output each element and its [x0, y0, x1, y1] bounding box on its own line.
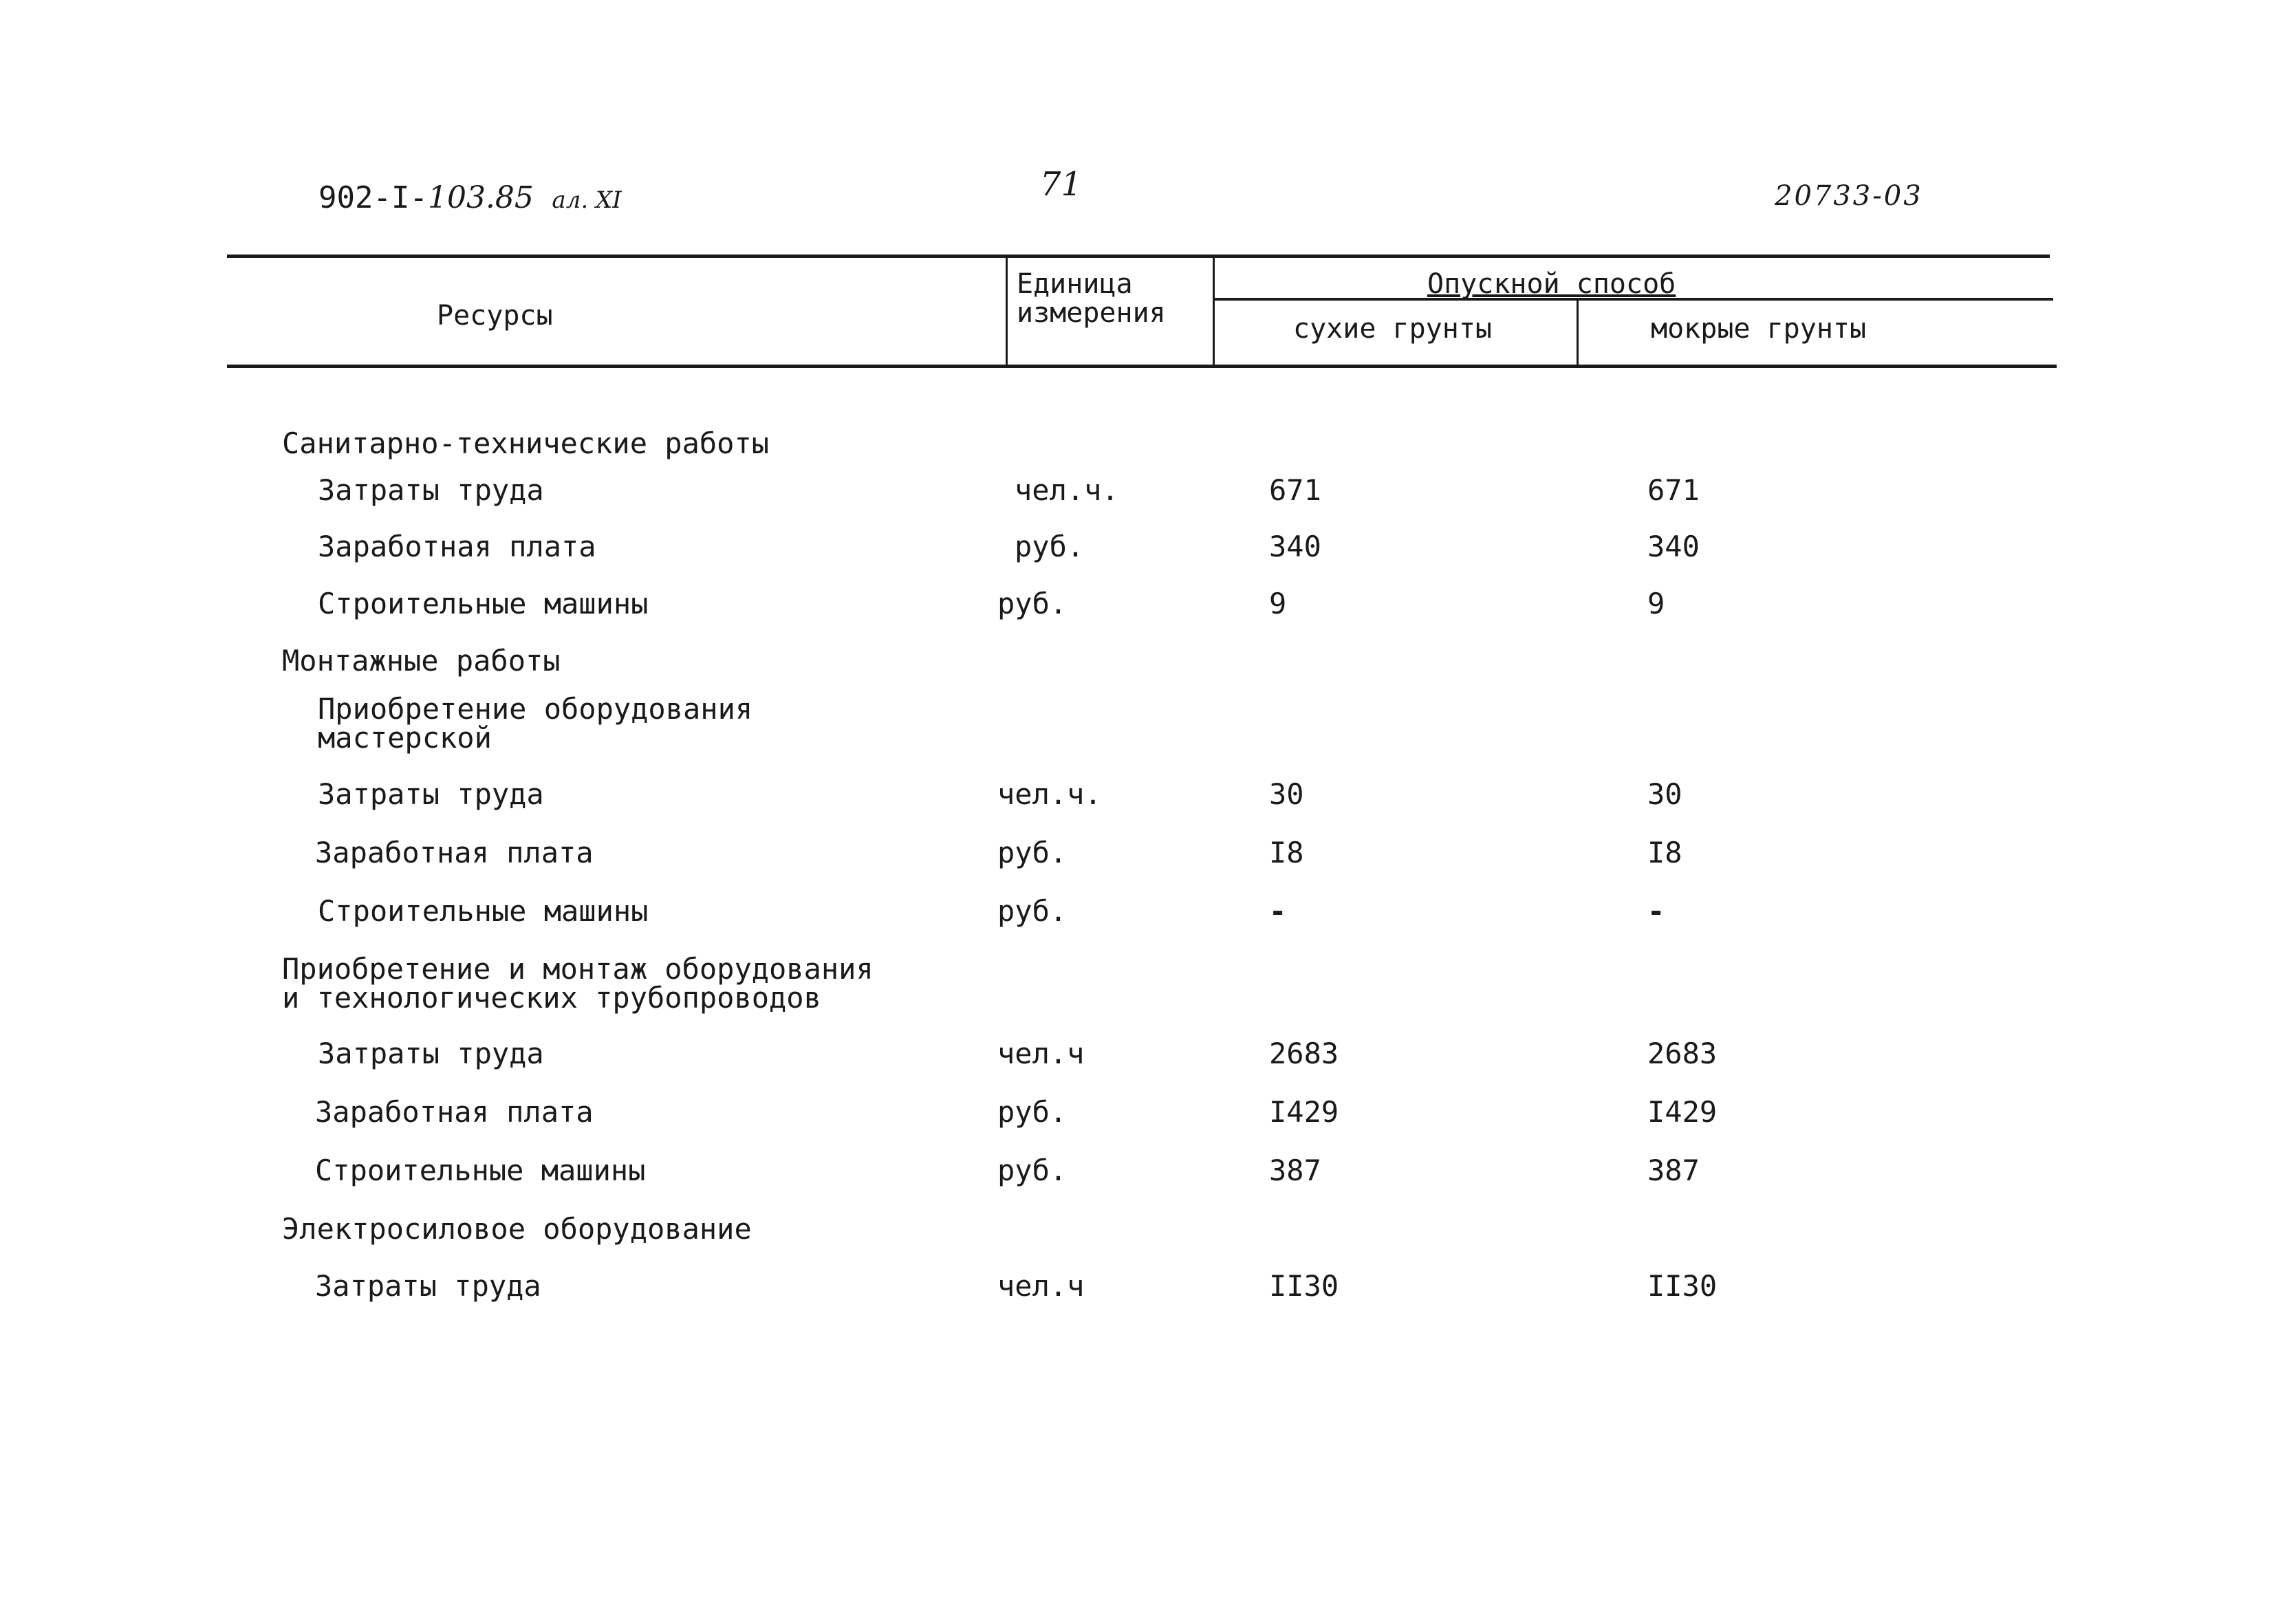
- table-header-bottom-rule: [227, 365, 2057, 368]
- table-top-rule: [227, 255, 2050, 258]
- dry-value-cell: 9: [1269, 587, 1287, 620]
- method-column-header: Опускной способ: [1427, 268, 1676, 300]
- resource-subgroup: [318, 692, 753, 755]
- resource-name: Заработная плата: [318, 530, 596, 563]
- document-code-typed: 902-I-: [318, 180, 428, 215]
- table-row: [0, 587, 2274, 628]
- table-row: [0, 644, 2274, 685]
- resources-column-header: Ресурсы: [437, 300, 553, 332]
- document-code: [318, 180, 622, 215]
- wet-soil-column-header: мокрые грунты: [1651, 313, 1867, 345]
- unit-cell: руб.: [1015, 530, 1085, 563]
- table-row: [0, 777, 2274, 819]
- unit-cell: руб.: [997, 836, 1068, 869]
- resource-name: Заработная плата: [315, 1095, 594, 1129]
- unit-cell: руб.: [997, 1154, 1068, 1187]
- wet-value-cell: 2683: [1647, 1037, 1718, 1070]
- unit-cell: чел.ч: [997, 1269, 1085, 1303]
- unit-cell: руб.: [997, 587, 1068, 620]
- resource-category: Монтажные работы: [282, 644, 561, 678]
- resource-name: Строительные машины: [318, 894, 649, 928]
- resource-name: Заработная плата: [315, 836, 594, 869]
- resource-category: [282, 952, 874, 1015]
- dry-value-cell: 30: [1269, 777, 1304, 811]
- table-row: [0, 1212, 2274, 1253]
- table-row: [0, 894, 2274, 935]
- page-number: 71: [1040, 165, 1083, 204]
- wet-value-cell: 340: [1647, 530, 1700, 563]
- table-row: [0, 952, 2274, 1017]
- wet-value-cell: I8: [1647, 836, 1682, 869]
- dry-soil-column-header: сухие грунты: [1293, 313, 1492, 345]
- resource-name: Строительные машины: [318, 587, 649, 620]
- wet-value-cell: 671: [1647, 473, 1700, 507]
- wet-value-cell: -: [1647, 894, 1665, 928]
- wet-value-cell: 387: [1647, 1154, 1700, 1187]
- dry-value-cell: I8: [1269, 836, 1304, 869]
- wet-value-cell: I429: [1647, 1095, 1718, 1129]
- wet-value-cell: 9: [1647, 587, 1665, 620]
- resource-name: Затраты труда: [318, 1037, 544, 1070]
- unit-cell: чел.ч: [997, 1037, 1085, 1070]
- dry-value-cell: -: [1269, 894, 1287, 928]
- resource-name: Затраты труда: [318, 777, 544, 811]
- resource-subgroup-line2: мастерской: [318, 721, 492, 755]
- document-sheet-handwritten: ал. XI: [552, 186, 622, 214]
- dry-value-cell: II30: [1269, 1269, 1339, 1303]
- table-row: [0, 1269, 2274, 1310]
- wet-value-cell: II30: [1647, 1269, 1718, 1303]
- table-row: [0, 426, 2274, 468]
- unit-column-right-divider: [1213, 255, 1215, 366]
- dry-value-cell: 2683: [1269, 1037, 1339, 1070]
- unit-column-left-divider: [1006, 255, 1008, 366]
- unit-cell: руб.: [997, 894, 1068, 928]
- table-row: [0, 473, 2274, 515]
- unit-header-line2: измерения: [1017, 297, 1166, 329]
- resource-category-line2: и технологических трубопроводов: [282, 981, 821, 1015]
- resource-category-line1: Приобретение и монтаж оборудования: [282, 952, 874, 986]
- resource-category: Электросиловое оборудование: [282, 1212, 752, 1246]
- table-row: [0, 530, 2274, 571]
- unit-header-line1: Единица: [1017, 268, 1133, 300]
- resource-subgroup-line1: Приобретение оборудования: [318, 692, 753, 726]
- resource-name: Затраты труда: [315, 1269, 541, 1303]
- unit-cell: чел.ч.: [1015, 473, 1119, 507]
- table-row: [0, 1095, 2274, 1136]
- dry-value-cell: I429: [1269, 1095, 1339, 1129]
- resource-category: Санитарно-технические работы: [282, 426, 770, 460]
- table-row: [0, 1037, 2274, 1078]
- resource-name: Затраты труда: [318, 473, 544, 507]
- dry-wet-divider: [1577, 299, 1579, 366]
- wet-value-cell: 30: [1647, 777, 1682, 811]
- resource-name: Строительные машины: [315, 1154, 646, 1187]
- table-row: [0, 692, 2274, 757]
- dry-value-cell: 340: [1269, 530, 1321, 563]
- reference-number: 20733-03: [1775, 180, 1923, 212]
- table-row: [0, 836, 2274, 877]
- dry-value-cell: 671: [1269, 473, 1321, 507]
- document-code-handwritten: 103.85: [427, 180, 534, 215]
- unit-column-header: [1017, 270, 1166, 327]
- dry-value-cell: 387: [1269, 1154, 1321, 1187]
- unit-cell: чел.ч.: [997, 777, 1102, 811]
- unit-cell: руб.: [997, 1095, 1068, 1129]
- table-row: [0, 1154, 2274, 1195]
